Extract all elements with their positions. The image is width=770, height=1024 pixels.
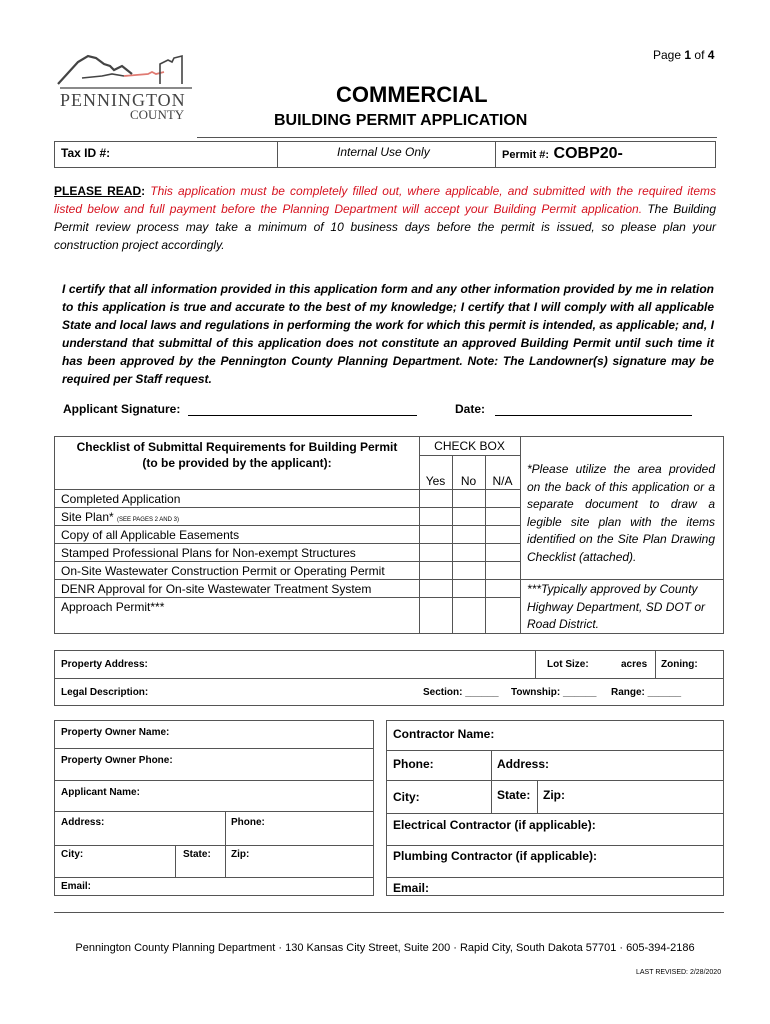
no-checkbox-column[interactable] <box>454 491 484 633</box>
divider <box>655 651 656 678</box>
divider <box>520 579 724 580</box>
checklist-item-stamped-plans: Stamped Professional Plans for Non-exempt Structures <box>61 546 356 560</box>
owner-phone-label: Property Owner Phone: <box>61 755 173 766</box>
divider <box>55 877 373 878</box>
range-label: Range: ______ <box>611 687 682 698</box>
divider <box>55 780 373 781</box>
permit-label: Permit #: <box>502 149 550 161</box>
internal-use-label: Internal Use Only <box>337 145 430 159</box>
check-box-header: CHECK BOX <box>434 439 505 453</box>
yes-checkbox-column[interactable] <box>421 491 451 633</box>
plumbing-contractor-label: Plumbing Contractor (if applicable): <box>393 849 598 863</box>
checklist-item-wastewater-permit: On-Site Wastewater Construction Permit or Operating Permit <box>61 564 385 578</box>
page-subtitle: BUILDING PERMIT APPLICATION <box>274 112 528 129</box>
page-current: 1 <box>684 48 692 62</box>
divider <box>175 845 176 877</box>
applicant-name-label: Applicant Name: <box>61 787 140 798</box>
yes-header: Yes <box>425 474 446 488</box>
date-line[interactable] <box>495 415 692 416</box>
owner-city-label: City: <box>61 849 84 860</box>
certification-statement: I certify that all information provided in this application form and any other information provided by me in relation to this application is true and accurate to the best of my knowledge; I certify that I will comply with all applicable State and local laws and regulations in performing the work for which this permit is intended, as applicable; and, I understand that submittal of this application does not constitute an approved Building Permit until such time it has been approved by the Pennington County Planning Department. Note: The Landowner(s) signature may be required per Staff request. <box>62 282 714 386</box>
owner-zip-label: Zip: <box>231 849 250 860</box>
county-logo <box>52 44 202 128</box>
divider <box>387 780 723 781</box>
divider <box>419 455 520 456</box>
page-prefix: Page <box>653 48 682 62</box>
footer-divider <box>54 912 724 913</box>
checklist-item-easements: Copy of all Applicable Easements <box>61 528 240 542</box>
na-header: N/A <box>492 474 513 488</box>
divider <box>55 811 373 812</box>
site-plan-note: (SEE PAGES 2 AND 3) <box>117 517 179 523</box>
please-read-black-text: The Building Permit review process may take a minimum of 10 business days before the permit is issued, so please plan your construction project accordingly. <box>54 202 716 252</box>
zoning-label: Zoning: <box>661 659 698 670</box>
owner-state-label: State: <box>183 849 211 860</box>
contractor-state-label: State: <box>497 788 531 802</box>
checklist-heading-line1: Checklist of Submittal Requirements for Building Permit <box>76 440 398 454</box>
page-total: 4 <box>707 48 715 62</box>
site-plan-instruction-note: *Please utilize the area provided on the back of this application or a separate document to draw a legible site plan with the items identified on the Site Plan Drawing Checklist (attached). <box>527 462 715 564</box>
date-label: Date: <box>455 402 486 416</box>
acres-label: acres <box>621 659 648 670</box>
contractor-email-label: Email: <box>393 881 430 895</box>
owner-email-label: Email: <box>61 881 92 892</box>
divider <box>419 437 420 633</box>
checklist-item-completed-application: Completed Application <box>61 492 181 506</box>
divider <box>535 651 536 678</box>
contractor-zip-label: Zip: <box>543 788 565 802</box>
page-title: COMMERCIAL <box>336 82 488 107</box>
checklist-table <box>54 436 724 634</box>
last-revised: LAST REVISED: 2/28/2020 <box>636 969 722 976</box>
no-header: No <box>460 474 477 488</box>
logo-text-pennington: PENNINGTON <box>60 90 186 110</box>
page-of: of <box>694 48 705 62</box>
divider <box>387 750 723 751</box>
property-address-label: Property Address: <box>61 659 148 670</box>
owner-address-label: Address: <box>61 817 105 828</box>
contractor-name-label: Contractor Name: <box>393 727 495 741</box>
divider <box>55 678 723 679</box>
approach-permit-note: ***Typically approved by County Highway Department, SD DOT or Road District. <box>527 582 706 631</box>
divider <box>520 437 521 633</box>
electrical-contractor-label: Electrical Contractor (if applicable): <box>393 818 596 832</box>
tax-id-label: Tax ID #: <box>61 146 111 160</box>
permit-field[interactable] <box>502 145 623 163</box>
divider <box>55 489 520 490</box>
contractor-table <box>386 720 724 896</box>
property-table <box>54 650 724 706</box>
divider <box>537 780 538 813</box>
divider <box>225 811 226 877</box>
applicant-phone-label: Phone: <box>231 817 265 828</box>
owner-name-label: Property Owner Name: <box>61 727 170 738</box>
contractor-phone-label: Phone: <box>393 757 434 771</box>
footer-address: Pennington County Planning Department · 130 Kansas City Street, Suite 200 · Rapid City, South Dakota 57701 · 605-394-2186 <box>75 942 695 954</box>
contractor-address-label: Address: <box>497 757 550 771</box>
divider <box>495 142 496 167</box>
applicant-signature-line[interactable] <box>188 415 417 416</box>
please-read-paragraph <box>54 182 716 254</box>
checklist-item-site-plan <box>61 510 179 524</box>
legal-description-label: Legal Description: <box>61 687 149 698</box>
section-label: Section: ______ <box>423 687 499 698</box>
page-indicator <box>653 48 714 62</box>
please-read-colon: : <box>141 184 146 198</box>
logo-text-county: COUNTY <box>130 107 185 122</box>
divider <box>55 748 373 749</box>
please-read-label: PLEASE READ <box>54 184 142 198</box>
applicant-signature-label: Applicant Signature: <box>63 402 181 416</box>
lot-size-label: Lot Size: <box>547 659 589 670</box>
divider <box>55 845 373 846</box>
owner-table <box>54 720 374 896</box>
divider <box>491 750 492 813</box>
please-read-red-text: This application must be completely filled out, where applicable, and submitted with the required items listed below and full payment before the Planning Department will accept your Building Permit application. <box>54 184 716 216</box>
divider <box>387 813 723 814</box>
na-checkbox-column[interactable] <box>487 491 519 633</box>
divider <box>387 845 723 846</box>
divider <box>387 877 723 878</box>
divider <box>277 142 278 167</box>
contractor-city-label: City: <box>393 790 420 804</box>
checklist-heading <box>55 439 419 471</box>
checklist-item-approach-permit: Approach Permit*** <box>61 600 165 614</box>
permit-prefix: COBP20- <box>553 145 623 162</box>
checklist-item-denr-approval: DENR Approval for On-site Wastewater Treatment System <box>61 582 372 596</box>
township-label: Township: ______ <box>511 687 597 698</box>
tax-permit-table <box>54 141 716 168</box>
site-plan-label: Site Plan* <box>61 510 114 524</box>
checklist-heading-line2: (to be provided by the applicant): <box>142 456 332 470</box>
title-divider <box>197 137 717 138</box>
